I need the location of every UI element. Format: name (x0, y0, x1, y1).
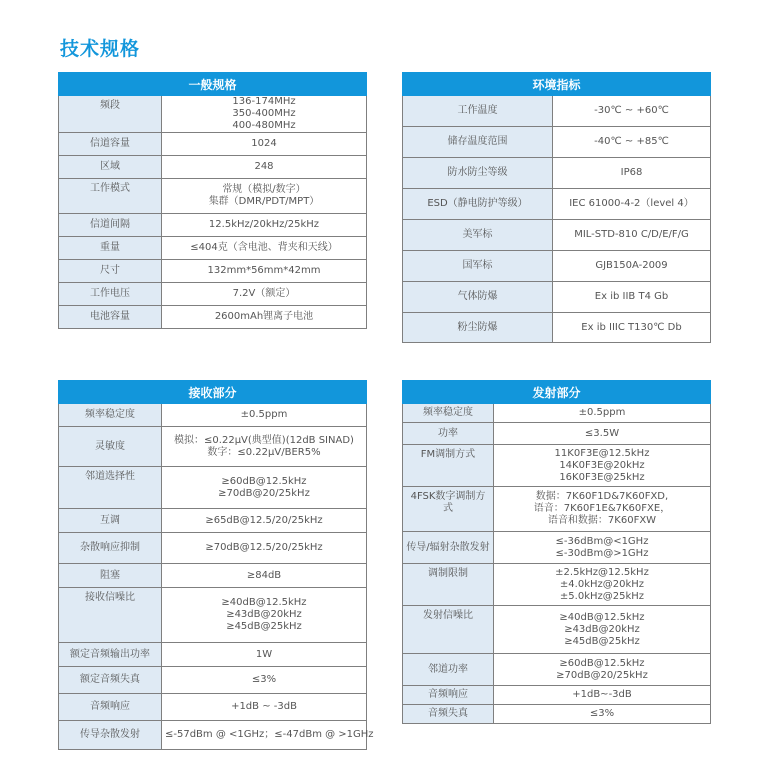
spec-value-line: ≥45dB@25kHz (564, 635, 640, 647)
spec-value (494, 686, 711, 705)
spec-value (553, 158, 711, 189)
spec-value (162, 179, 367, 214)
spec-row (59, 564, 367, 588)
spec-value-line: ≥40dB@12.5kHz (559, 611, 645, 623)
spec-value (162, 509, 367, 533)
spec-value-line: 2600mAh锂离子电池 (214, 311, 314, 322)
spec-value-line: ±2.5kHz@12.5kHz (555, 566, 649, 578)
spec-label: 重量 (59, 237, 162, 260)
spec-value (553, 96, 711, 127)
spec-value (162, 306, 367, 329)
spec-row (403, 705, 711, 724)
spec-value-line: ≥45dB@25kHz (226, 621, 302, 632)
spec-value-line: ≤3% (589, 708, 615, 719)
spec-value-line: 常规（模拟/数字） (222, 184, 306, 195)
spec-value (494, 606, 711, 654)
receiver-specs-table (58, 380, 374, 750)
spec-value-line: 350-400MHz (232, 108, 296, 119)
spec-row (59, 427, 367, 467)
spec-row (403, 127, 711, 158)
spec-row (403, 251, 711, 282)
spec-value-line: ≤-30dBm@>1GHz (555, 547, 649, 559)
spec-value (494, 445, 711, 487)
spec-label: 额定音频失真 (59, 667, 162, 694)
spec-label: 杂散响应抑制 (59, 533, 162, 564)
spec-row (403, 487, 711, 532)
spec-label: 储存温度范围 (403, 127, 553, 158)
spec-label: 信道容量 (59, 133, 162, 156)
spec-label: FM调制方式 (403, 445, 494, 487)
spec-value (162, 283, 367, 306)
spec-row (59, 467, 367, 509)
spec-label: 额定音频输出功率 (59, 643, 162, 667)
spec-value (162, 667, 367, 694)
spec-value (494, 532, 711, 564)
spec-value-line: Ex ib IIB T4 Gb (594, 291, 669, 302)
spec-label: 防水防尘等级 (403, 158, 553, 189)
spec-value-line: +1dB ~ -3dB (231, 701, 297, 712)
spec-row (59, 667, 367, 694)
spec-label: 区域 (59, 156, 162, 179)
spec-value (553, 313, 711, 343)
spec-value (162, 467, 367, 509)
spec-value (162, 260, 367, 283)
spec-value (162, 133, 367, 156)
spec-value-line: 7.2V（额定） (232, 288, 296, 299)
spec-label: 音频响应 (59, 694, 162, 721)
spec-label: 频率稳定度 (403, 404, 494, 423)
spec-value (494, 404, 711, 423)
spec-row (403, 220, 711, 251)
transmitter-specs-table (402, 380, 711, 724)
spec-value (553, 220, 711, 251)
spec-label: 调制限制 (403, 564, 494, 606)
spec-value-line: +1dB~-3dB (572, 689, 632, 700)
spec-value-line: 16K0F3E@25kHz (559, 471, 645, 483)
spec-value (162, 214, 367, 237)
spec-value-line: ≥70dB@20/25kHz (218, 487, 310, 499)
spec-label: 互调 (59, 509, 162, 533)
spec-value-line: 语音：7K60F1E&7K60FXE， (533, 503, 671, 514)
spec-value (553, 127, 711, 158)
spec-value-line: ≤404克（含电池、背夹和天线） (190, 242, 338, 253)
spec-value (494, 487, 711, 532)
spec-row (59, 260, 367, 283)
spec-value-line: ≤-57dBm @ <1GHz；≤-47dBm @ >1GHz (165, 729, 374, 740)
spec-row (59, 133, 367, 156)
spec-value-line: 136-174MHz (232, 96, 296, 107)
spec-value-line: 1024 (251, 138, 277, 149)
spec-value (162, 643, 367, 667)
spec-label: 尺寸 (59, 260, 162, 283)
spec-value (494, 564, 711, 606)
spec-value (162, 564, 367, 588)
spec-label: 频率稳定度 (59, 404, 162, 427)
spec-label: 邻道选择性 (59, 467, 162, 509)
spec-label: 气体防爆 (403, 282, 553, 313)
spec-label: 阻塞 (59, 564, 162, 588)
spec-value-line: ±0.5ppm (240, 409, 288, 420)
spec-value-line: ≤-36dBm@<1GHz (555, 535, 649, 547)
spec-row (403, 445, 711, 487)
spec-value (553, 189, 711, 220)
spec-value-line: ≥84dB (246, 569, 282, 581)
spec-row (403, 404, 711, 423)
spec-label: 电池容量 (59, 306, 162, 329)
spec-row (403, 96, 711, 127)
spec-value-line: ≤3.5W (584, 427, 620, 439)
spec-label: 接收信噪比 (59, 588, 162, 643)
spec-row (403, 158, 711, 189)
spec-value (494, 423, 711, 445)
spec-value-line: -30℃ ~ +60℃ (594, 105, 669, 116)
spec-value (162, 156, 367, 179)
spec-value-line: ≥43dB@20kHz (564, 623, 640, 635)
spec-value (553, 282, 711, 313)
spec-value-line: 语音和数据：7K60FXW (547, 515, 657, 526)
spec-value (162, 237, 367, 260)
spec-value (162, 588, 367, 643)
spec-row (59, 533, 367, 564)
spec-row (403, 423, 711, 445)
spec-row (403, 189, 711, 220)
spec-row (59, 214, 367, 237)
spec-label: 工作电压 (59, 283, 162, 306)
spec-value (162, 427, 367, 467)
spec-row (59, 721, 367, 750)
spec-value (494, 654, 711, 686)
spec-value-line: 集群（DMR/PDT/MPT） (208, 196, 320, 207)
spec-row (403, 282, 711, 313)
general-specs-title: 一般规格 (59, 73, 367, 96)
spec-row (59, 404, 367, 427)
spec-label: 工作温度 (403, 96, 553, 127)
spec-label: 功率 (403, 423, 494, 445)
spec-value-line: 400-480MHz (232, 120, 296, 131)
spec-value-line: IEC 61000-4-2（level 4） (569, 198, 694, 209)
spec-value-line: ≥70dB@20/25kHz (556, 669, 648, 681)
spec-value-line: 数据：7K60F1D&7K60FXD, (535, 491, 669, 502)
spec-row (59, 694, 367, 721)
spec-label: 美军标 (403, 220, 553, 251)
spec-value-line: ±0.5ppm (578, 407, 626, 418)
spec-row (403, 686, 711, 705)
spec-row (403, 654, 711, 686)
spec-label: 4FSK数字调制方式 (403, 487, 494, 532)
spec-value (162, 533, 367, 564)
environment-specs-title: 环境指标 (403, 73, 711, 96)
spec-value (494, 705, 711, 724)
spec-row (59, 237, 367, 260)
spec-value-line: ±4.0kHz@20kHz (559, 578, 645, 590)
spec-row (59, 179, 367, 214)
spec-value-line: IP68 (620, 167, 643, 178)
spec-label: 发射信噪比 (403, 606, 494, 654)
general-specs-table (58, 72, 367, 329)
spec-row (403, 606, 711, 654)
spec-value-line: 14K0F3E@20kHz (559, 459, 645, 471)
spec-value-line: GJB150A-2009 (595, 260, 668, 271)
spec-value (162, 404, 367, 427)
spec-label: 传导/辐射杂散发射 (403, 532, 494, 564)
spec-label: 信道间隔 (59, 214, 162, 237)
spec-value (162, 694, 367, 721)
spec-value-line: 132mm*56mm*42mm (207, 265, 321, 276)
spec-value-line: 数字：≤0.22μV/BER5% (207, 446, 321, 458)
spec-row (59, 509, 367, 533)
spec-label: 音频响应 (403, 686, 494, 705)
spec-label: 工作模式 (59, 179, 162, 214)
spec-label: 邻道功率 (403, 654, 494, 686)
spec-value-line: ±5.0kHz@25kHz (559, 590, 645, 602)
spec-value-line: 11K0F3E@12.5kHz (554, 447, 650, 459)
spec-row (59, 283, 367, 306)
spec-value (162, 96, 367, 133)
spec-label: 粉尘防爆 (403, 313, 553, 343)
spec-value-line: ≥60dB@12.5kHz (559, 657, 645, 669)
spec-label: 频段 (59, 96, 162, 133)
spec-value-line: ≥65dB@12.5/20/25kHz (205, 514, 323, 526)
spec-value-line: ≥43dB@20kHz (226, 609, 302, 620)
spec-value-line: MIL-STD-810 C/D/E/F/G (574, 229, 689, 240)
environment-specs-table (402, 72, 711, 343)
spec-label: 音频失真 (403, 705, 494, 724)
spec-row (59, 643, 367, 667)
spec-label: 传导杂散发射 (59, 721, 162, 750)
spec-value-line: ≥40dB@12.5kHz (221, 597, 307, 608)
spec-label: 灵敏度 (59, 427, 162, 467)
spec-value (162, 721, 374, 750)
transmitter-specs-title: 发射部分 (403, 381, 711, 404)
spec-value-line: 248 (254, 161, 274, 172)
spec-label: ESD（静电防护等级） (403, 189, 553, 220)
spec-row (59, 306, 367, 329)
spec-row (59, 156, 367, 179)
spec-value-line: 1W (255, 648, 273, 660)
spec-value-line: Ex ib IIIC T130℃ Db (581, 321, 682, 333)
spec-label: 国军标 (403, 251, 553, 282)
spec-value (553, 251, 711, 282)
spec-value-line: ≥60dB@12.5kHz (221, 475, 307, 487)
page-title: 技术规格 (60, 38, 141, 60)
spec-value-line: 12.5kHz/20kHz/25kHz (208, 219, 320, 230)
spec-row (403, 532, 711, 564)
spec-row (59, 588, 367, 643)
receiver-specs-title: 接收部分 (59, 381, 367, 404)
spec-row (403, 564, 711, 606)
spec-value-line: -40℃ ~ +85℃ (594, 136, 669, 147)
spec-row (59, 96, 367, 133)
spec-value-line: ≤3% (251, 674, 277, 685)
spec-row (403, 313, 711, 343)
spec-value-line: 模拟：≤0.22μV(典型值)(12dB SINAD) (174, 434, 354, 446)
spec-value-line: ≥70dB@12.5/20/25kHz (205, 542, 323, 553)
